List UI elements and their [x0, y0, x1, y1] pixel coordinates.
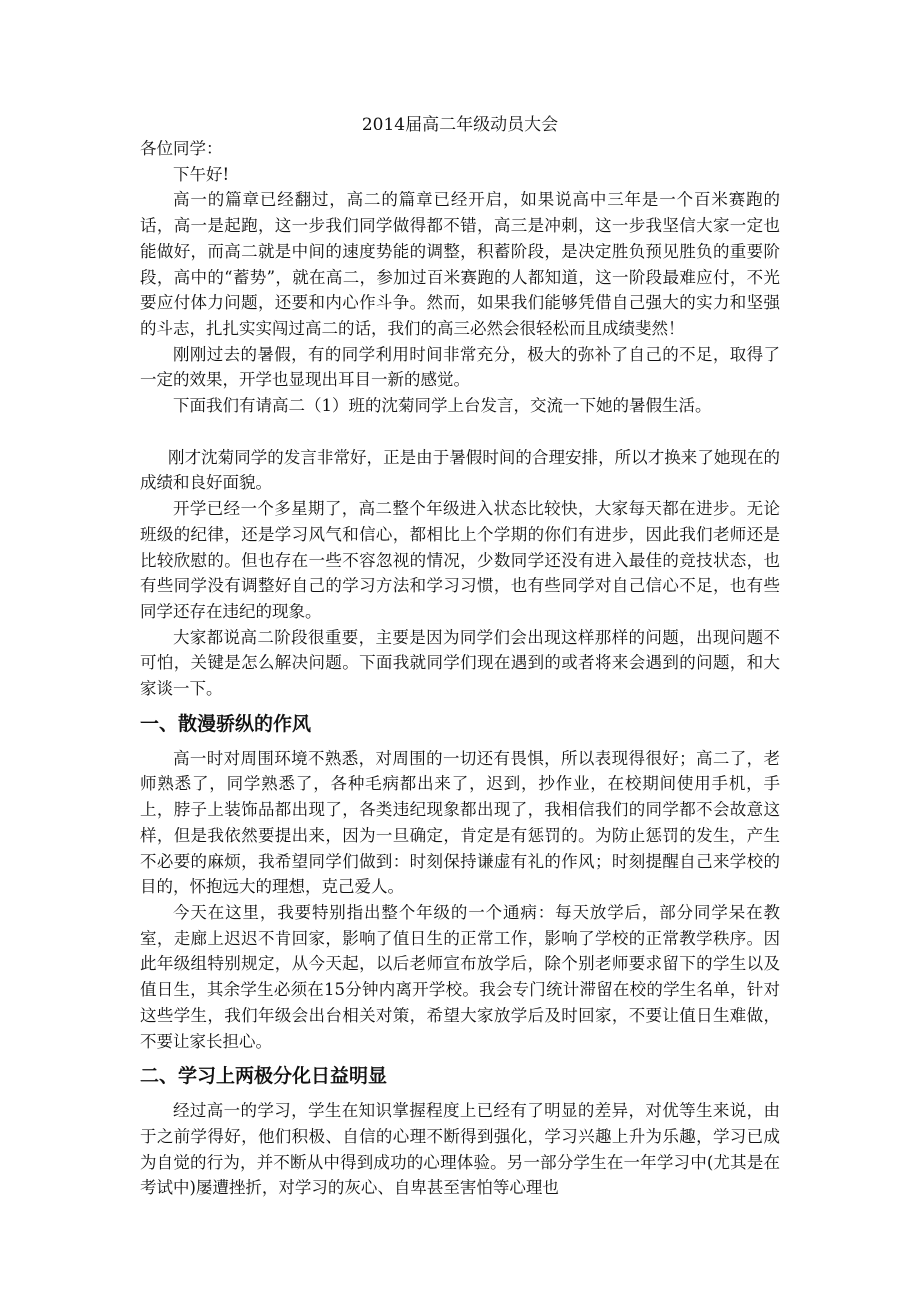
section-heading-2: 二、学习上两极分化日益明显: [140, 1065, 388, 1088]
paragraph-invite-speaker: 下面我们有请高二（1）班的沈菊同学上台发言，交流一下她的暑假生活。: [173, 396, 712, 416]
section-heading-1: 一、散漫骄纵的作风: [140, 712, 312, 735]
paragraph-hundred-meter: 高一的篇章已经翻过，高二的篇章已经开启，如果说高中三年是一个百米赛跑的话，高一是起跑，这一步我们同学做得都不错，高三是冲刺，这一步我坚信大家一定也能做好，而高二就是中间的速度势能的调整，积蓄阶段，是决定胜负预见胜负的重要阶段，高中的“蓄势”，就在高二，参加过百米赛跑的人都知道，这一阶段最难应付，不光要应付体力问题，还要和内心作斗争。然而，如果我们能够凭借自己强大的实力和坚强的斗志，扎扎实实闯过高二的话，我们的高三必然会很轻松而且成绩斐然！: [140, 190, 780, 338]
paragraph-school-start: 开学已经一个多星期了，高二整个年级进入状态比较快，大家每天都在进步。无论班级的纪律，还是学习风气和信心，都相比上个学期的你们有进步，因此我们老师还是比较欣慰的。但也存在一些不容忽视的情况，少数同学还没有进入最佳的竞技状态，也有些同学没有调整好自己的学习方法和学习习惯，也有些同学对自己信心不足，也有些同学还存在违纪的现象。: [140, 499, 780, 621]
section2-paragraph: 经过高一的学习，学生在知识掌握程度上已经有了明显的差异，对优等生来说，由于之前学得好，他们积极、自信的心理不断得到强化，学习兴趣上升为乐趣，学习已成为自觉的行为，并不断从中得到成功的心理体验。另一部分学生在一年学习中(尤其是在考试中)屡遭挫折，对学习的灰心、自卑甚至害怕等心理也: [140, 1101, 780, 1198]
paragraph-problems-intro: 大家都说高二阶段很重要，主要是因为同学们会出现这样那样的问题，出现问题不可怕，关键是怎么解决问题。下面我就同学们现在遇到的或者将来会遇到的问题，和大家谈一下。: [140, 627, 780, 699]
section1-paragraph: 高一时对周围环境不熟悉，对周围的一切还有畏惧，所以表现得很好；高二了，老师熟悉了，同学熟悉了，各种毛病都出来了，迟到，抄作业，在校期间使用手机，手上，脖子上装饰品都出现了，各类违纪现象都出现了，我相信我们的同学都不会故意这样，但是我依然要提出来，因为一旦确定，肯定是有惩罚的。为防止惩罚的发生，产生不必要的麻烦，我希望同学们做到：时刻保持谦虚有礼的作风；时刻提醒自己来学校的目的，怀抱远大的理想，克己爱人。: [140, 748, 780, 897]
document-body: [140, 136, 780, 1201]
greeting: 下午好!: [173, 164, 230, 184]
salutation: 各位同学：: [140, 139, 223, 158]
blank-line: [140, 419, 780, 445]
section1-paragraph: 今天在这里，我要特别指出整个年级的一个通病：每天放学后，部分同学呆在教室，走廊上迟迟不肯回家，影响了值日生的正常工作，影响了学校的正常教学秩序。因此年级组特别规定，从今天起，以后老师宣布放学后，除个别老师要求留下的学生以及值日生，其余学生必须在15分钟内离开学校。我会专门统计滞留在校的学生名单，针对这些学生，我们年级会出台相关对策，希望大家放学后及时回家，不要让值日生难做，不要让家长担心。: [140, 902, 780, 1051]
document-title: 2014届高二年级动员大会: [361, 115, 559, 135]
paragraph-speaker-comment: 刚才沈菊同学的发言非常好，正是由于暑假时间的合理安排，所以才换来了她现在的成绩和良好面貌。: [140, 447, 780, 493]
paragraph-summer: 刚刚过去的暑假，有的同学利用时间非常充分，极大的弥补了自己的不足，取得了一定的效果，开学也显现出耳目一新的感觉。: [140, 344, 780, 390]
